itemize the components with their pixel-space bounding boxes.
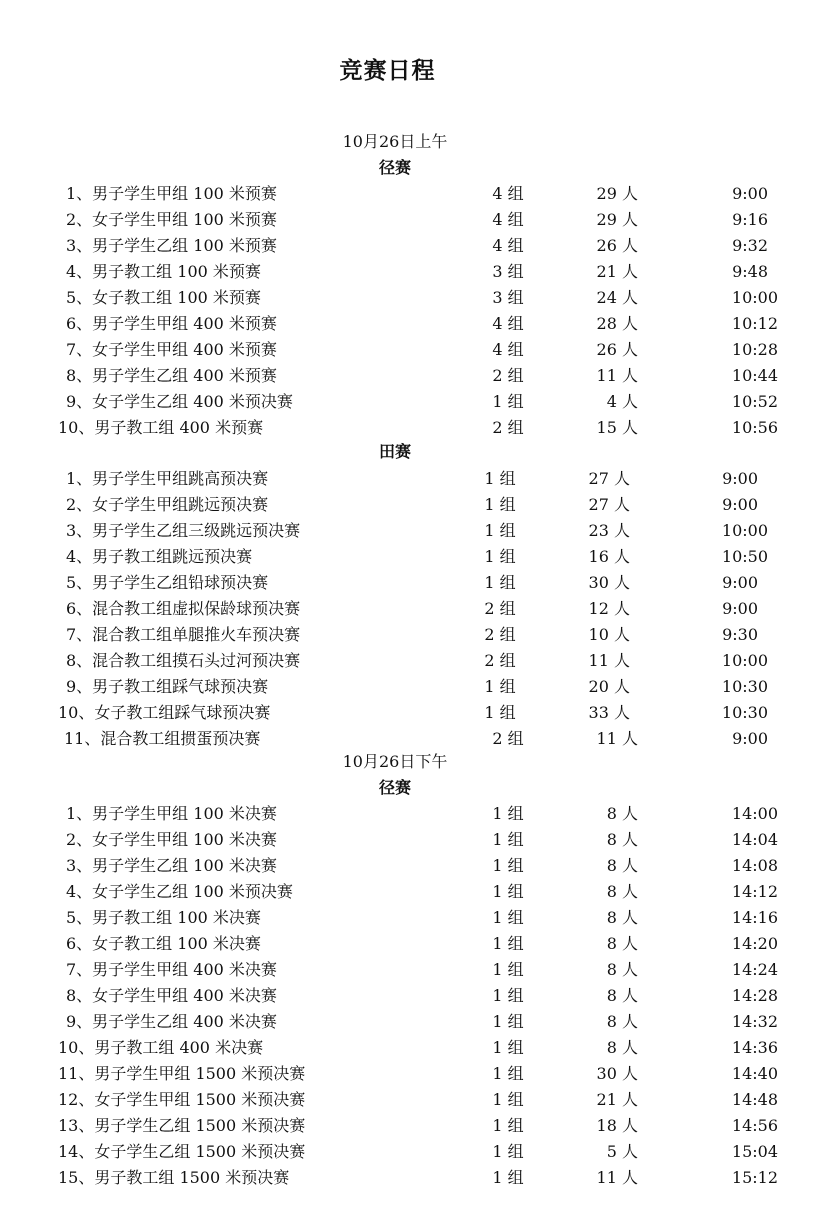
start-time: 9:00	[722, 469, 758, 488]
people-count: 30 人	[588, 573, 630, 592]
start-time: 10:00	[721, 651, 768, 670]
start-time: 14:20	[731, 934, 778, 953]
table-row	[0, 389, 830, 415]
group-count: 1 组	[484, 573, 516, 592]
start-time: 14:32	[731, 1012, 778, 1031]
event-name: 8、混合教工组摸石头过河预决赛	[66, 651, 301, 670]
group-count: 1 组	[484, 547, 516, 566]
section-category: 径赛	[378, 158, 411, 177]
start-time: 14:12	[731, 882, 778, 901]
table-row	[0, 337, 830, 363]
event-name: 7、男子学生甲组 400 米决赛	[66, 960, 277, 979]
people-count: 8 人	[606, 882, 638, 901]
event-name: 3、男子学生乙组三级跳远预决赛	[66, 521, 301, 540]
event-name: 6、女子教工组 100 米决赛	[66, 934, 261, 953]
section-category: 径赛	[378, 778, 411, 797]
group-count: 4 组	[492, 314, 524, 333]
start-time: 10:50	[721, 547, 768, 566]
start-time: 14:48	[731, 1090, 778, 1109]
start-time: 9:00	[722, 599, 758, 618]
people-count: 8 人	[606, 1012, 638, 1031]
start-time: 10:30	[721, 677, 768, 696]
table-row	[0, 648, 830, 674]
table-row	[0, 957, 830, 983]
group-count: 1 组	[484, 495, 516, 514]
group-count: 4 组	[492, 184, 524, 203]
people-count: 21 人	[596, 262, 638, 281]
table-row	[0, 181, 830, 207]
event-name: 14、女子学生乙组 1500 米预决赛	[58, 1142, 306, 1161]
start-time: 14:36	[731, 1038, 778, 1057]
section-date: 10月26日上午	[342, 132, 448, 151]
people-count: 5 人	[606, 1142, 638, 1161]
event-name: 4、男子教工组 100 米预赛	[66, 262, 261, 281]
group-count: 2 组	[484, 651, 516, 670]
group-count: 1 组	[492, 986, 524, 1005]
people-count: 8 人	[606, 934, 638, 953]
table-row	[0, 544, 830, 570]
event-name: 10、男子教工组 400 米预赛	[58, 418, 264, 437]
people-count: 8 人	[606, 1038, 638, 1057]
people-count: 8 人	[606, 908, 638, 927]
start-time: 14:28	[731, 986, 778, 1005]
start-time: 10:30	[721, 703, 768, 722]
people-count: 8 人	[606, 856, 638, 875]
group-count: 2 组	[492, 729, 524, 748]
people-count: 29 人	[596, 210, 638, 229]
start-time: 10:00	[731, 288, 778, 307]
group-count: 1 组	[492, 392, 524, 411]
start-time: 10:12	[731, 314, 778, 333]
event-name: 15、男子教工组 1500 米预决赛	[58, 1168, 290, 1187]
group-count: 2 组	[492, 418, 524, 437]
table-row	[0, 801, 830, 827]
group-count: 1 组	[492, 830, 524, 849]
start-time: 10:28	[731, 340, 778, 359]
group-count: 4 组	[492, 236, 524, 255]
start-time: 14:24	[731, 960, 778, 979]
table-row	[0, 1087, 830, 1113]
event-name: 1、男子学生甲组跳高预决赛	[66, 469, 269, 488]
group-count: 1 组	[492, 1142, 524, 1161]
people-count: 16 人	[588, 547, 630, 566]
event-name: 11、男子学生甲组 1500 米预决赛	[58, 1064, 306, 1083]
table-row	[0, 285, 830, 311]
event-name: 8、男子学生乙组 400 米预赛	[66, 366, 277, 385]
table-row	[0, 1009, 830, 1035]
people-count: 29 人	[596, 184, 638, 203]
start-time: 9:16	[732, 210, 768, 229]
event-name: 10、女子教工组踩气球预决赛	[58, 703, 271, 722]
group-count: 1 组	[492, 882, 524, 901]
table-row	[0, 207, 830, 233]
group-count: 4 组	[492, 210, 524, 229]
group-count: 1 组	[492, 908, 524, 927]
people-count: 18 人	[596, 1116, 638, 1135]
table-row	[0, 879, 830, 905]
start-time: 15:04	[731, 1142, 778, 1161]
start-time: 14:00	[731, 804, 778, 823]
section-category: 田赛	[378, 442, 411, 461]
event-name: 7、混合教工组单腿推火车预决赛	[66, 625, 301, 644]
people-count: 15 人	[596, 418, 638, 437]
event-name: 4、女子学生乙组 100 米预决赛	[66, 882, 293, 901]
table-row	[0, 259, 830, 285]
people-count: 27 人	[588, 495, 630, 514]
start-time: 14:56	[731, 1116, 778, 1135]
people-count: 11 人	[596, 366, 638, 385]
group-count: 1 组	[492, 960, 524, 979]
table-row	[0, 827, 830, 853]
event-name: 9、男子教工组踩气球预决赛	[66, 677, 269, 696]
group-count: 1 组	[492, 856, 524, 875]
start-time: 9:00	[732, 184, 768, 203]
start-time: 9:00	[732, 729, 768, 748]
group-count: 1 组	[484, 703, 516, 722]
start-time: 9:32	[732, 236, 768, 255]
group-count: 1 组	[492, 1090, 524, 1109]
event-name: 6、男子学生甲组 400 米预赛	[66, 314, 277, 333]
table-row	[0, 983, 830, 1009]
table-row	[0, 233, 830, 259]
table-row	[0, 1139, 830, 1165]
table-row	[0, 853, 830, 879]
group-count: 3 组	[492, 262, 524, 281]
people-count: 26 人	[596, 340, 638, 359]
event-name: 9、男子学生乙组 400 米决赛	[66, 1012, 277, 1031]
start-time: 10:00	[721, 521, 768, 540]
table-row	[0, 1165, 830, 1191]
table-row	[0, 570, 830, 596]
start-time: 9:00	[722, 573, 758, 592]
event-name: 2、女子学生甲组 100 米决赛	[66, 830, 277, 849]
event-name: 2、女子学生甲组跳远预决赛	[66, 495, 269, 514]
people-count: 26 人	[596, 236, 638, 255]
start-time: 10:44	[731, 366, 778, 385]
table-row	[0, 363, 830, 389]
event-name: 4、男子教工组跳远预决赛	[66, 547, 253, 566]
group-count: 2 组	[484, 599, 516, 618]
start-time: 9:30	[722, 625, 758, 644]
event-name: 3、男子学生乙组 100 米决赛	[66, 856, 277, 875]
event-name: 9、女子学生乙组 400 米预决赛	[66, 392, 293, 411]
table-row	[0, 415, 830, 441]
event-name: 2、女子学生甲组 100 米预赛	[66, 210, 277, 229]
people-count: 4 人	[606, 392, 638, 411]
table-row	[0, 518, 830, 544]
start-time: 14:40	[731, 1064, 778, 1083]
event-name: 8、女子学生甲组 400 米决赛	[66, 986, 277, 1005]
group-count: 2 组	[484, 625, 516, 644]
group-count: 1 组	[492, 804, 524, 823]
start-time: 14:04	[731, 830, 778, 849]
group-count: 1 组	[484, 521, 516, 540]
table-row	[0, 1061, 830, 1087]
event-name: 6、混合教工组虚拟保龄球预决赛	[66, 599, 301, 618]
people-count: 8 人	[606, 960, 638, 979]
start-time: 9:48	[732, 262, 768, 281]
start-time: 10:52	[731, 392, 778, 411]
section-date: 10月26日下午	[342, 752, 448, 771]
people-count: 30 人	[596, 1064, 638, 1083]
table-row	[0, 622, 830, 648]
event-name: 1、男子学生甲组 100 米决赛	[66, 804, 277, 823]
people-count: 33 人	[588, 703, 630, 722]
table-row	[0, 931, 830, 957]
group-count: 1 组	[492, 1012, 524, 1031]
event-name: 10、男子教工组 400 米决赛	[58, 1038, 264, 1057]
group-count: 4 组	[492, 340, 524, 359]
event-name: 5、男子教工组 100 米决赛	[66, 908, 261, 927]
people-count: 8 人	[606, 986, 638, 1005]
event-name: 5、男子学生乙组铅球预决赛	[66, 573, 269, 592]
event-name: 11、混合教工组掼蛋预决赛	[64, 729, 261, 748]
people-count: 11 人	[596, 729, 638, 748]
table-row	[0, 466, 830, 492]
people-count: 11 人	[588, 651, 630, 670]
people-count: 12 人	[588, 599, 630, 618]
people-count: 24 人	[596, 288, 638, 307]
people-count: 20 人	[588, 677, 630, 696]
group-count: 1 组	[492, 934, 524, 953]
group-count: 1 组	[492, 1038, 524, 1057]
group-count: 2 组	[492, 366, 524, 385]
people-count: 28 人	[596, 314, 638, 333]
group-count: 1 组	[484, 469, 516, 488]
table-row	[0, 1113, 830, 1139]
table-row	[0, 700, 830, 726]
event-name: 5、女子教工组 100 米预赛	[66, 288, 261, 307]
people-count: 11 人	[596, 1168, 638, 1187]
people-count: 23 人	[588, 521, 630, 540]
start-time: 14:08	[731, 856, 778, 875]
people-count: 27 人	[588, 469, 630, 488]
table-row	[0, 1035, 830, 1061]
table-row	[0, 311, 830, 337]
people-count: 8 人	[606, 804, 638, 823]
people-count: 21 人	[596, 1090, 638, 1109]
group-count: 1 组	[492, 1116, 524, 1135]
table-row	[0, 674, 830, 700]
table-row	[0, 596, 830, 622]
start-time: 10:56	[731, 418, 778, 437]
people-count: 10 人	[588, 625, 630, 644]
event-name: 1、男子学生甲组 100 米预赛	[66, 184, 277, 203]
event-name: 13、男子学生乙组 1500 米预决赛	[58, 1116, 306, 1135]
start-time: 9:00	[722, 495, 758, 514]
start-time: 14:16	[731, 908, 778, 927]
event-name: 3、男子学生乙组 100 米预赛	[66, 236, 277, 255]
start-time: 15:12	[731, 1168, 778, 1187]
group-count: 1 组	[492, 1064, 524, 1083]
table-row	[0, 726, 830, 752]
group-count: 3 组	[492, 288, 524, 307]
event-name: 7、女子学生甲组 400 米预赛	[66, 340, 277, 359]
people-count: 8 人	[606, 830, 638, 849]
page-title: 竞赛日程	[339, 58, 436, 84]
table-row	[0, 492, 830, 518]
table-row	[0, 905, 830, 931]
event-name: 12、女子学生甲组 1500 米预决赛	[58, 1090, 306, 1109]
group-count: 1 组	[492, 1168, 524, 1187]
group-count: 1 组	[484, 677, 516, 696]
